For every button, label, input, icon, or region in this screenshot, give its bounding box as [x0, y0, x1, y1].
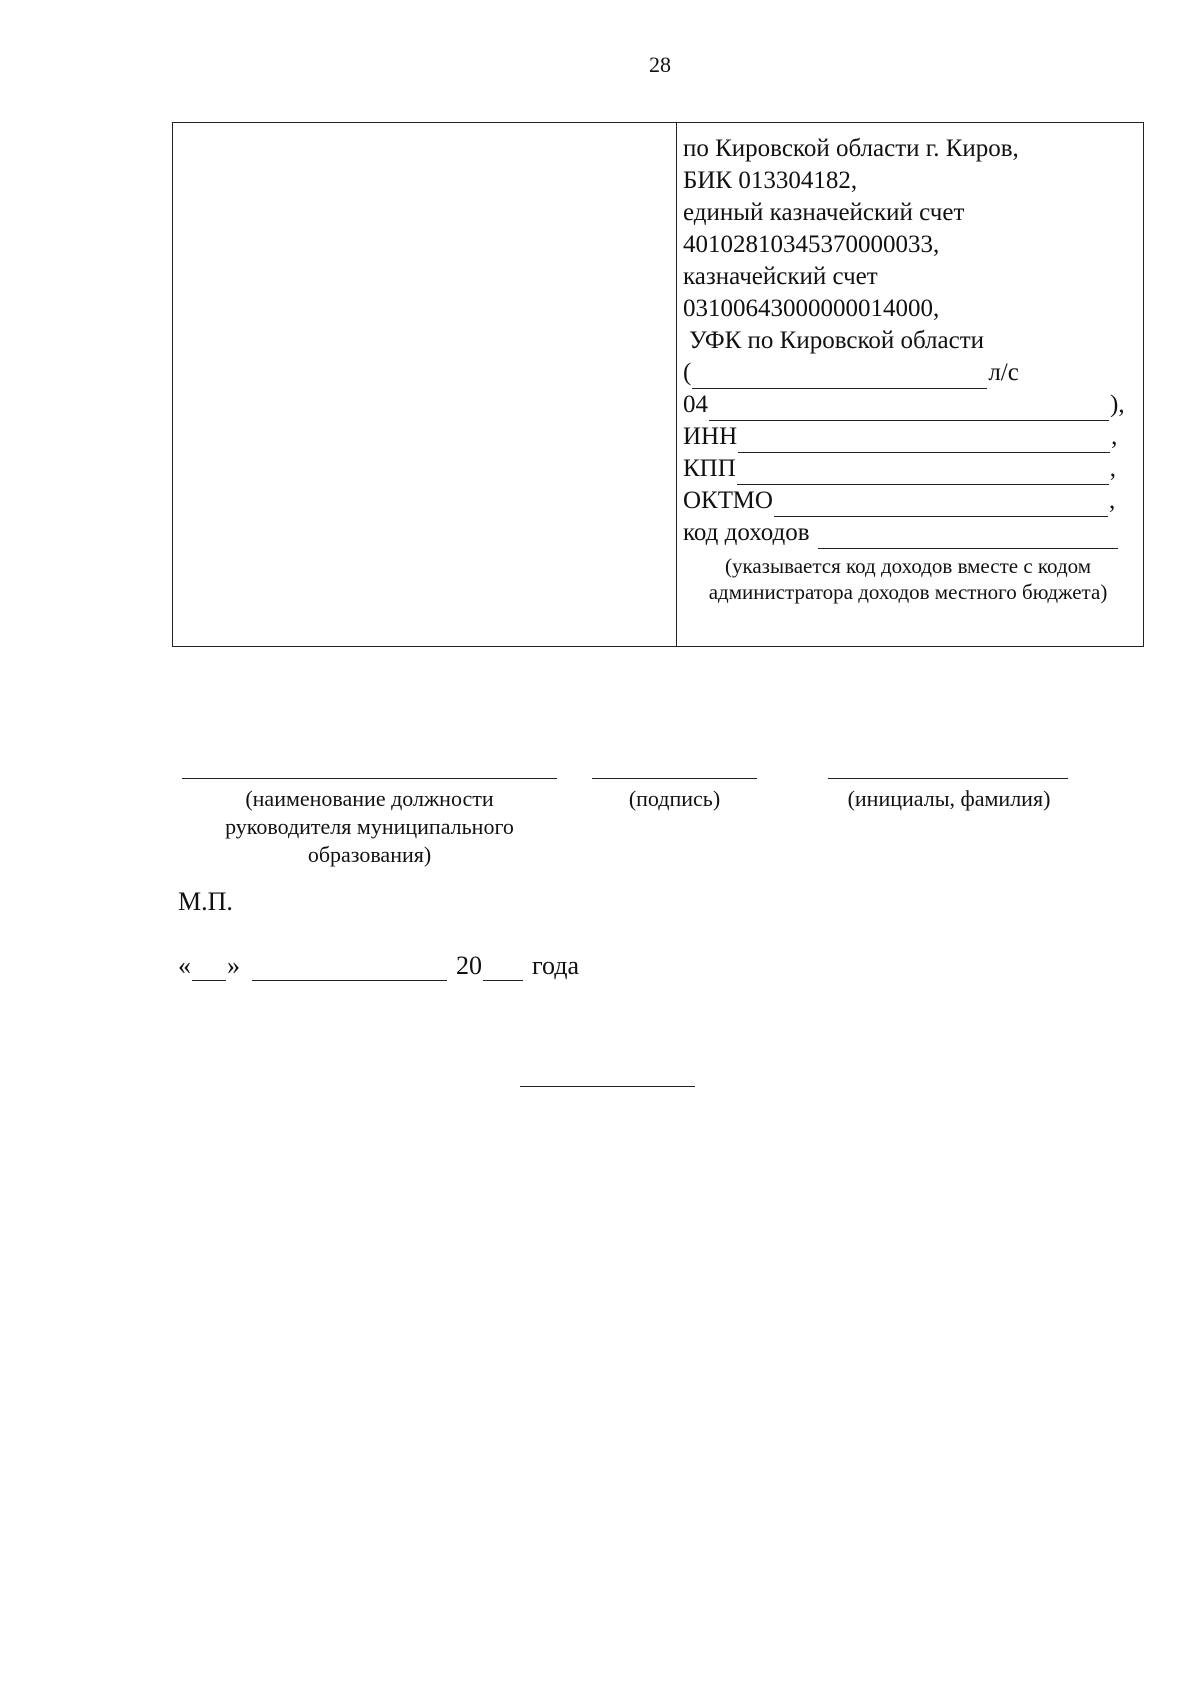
- bank-line-treasury-account-label: казначейский счет: [683, 263, 878, 290]
- income-code-label: код доходов: [683, 519, 810, 546]
- end-of-document-rule: [520, 1086, 695, 1087]
- kpp-comma: ,: [1109, 455, 1117, 482]
- kpp-blank[interactable]: [737, 460, 1109, 485]
- bank-line-single-account-label: единый казначейский счет: [683, 199, 965, 226]
- date-open-quote: «: [178, 951, 191, 980]
- inn-row: [683, 421, 1133, 453]
- personal-account-row: [683, 357, 1133, 389]
- bank-details-table: [172, 122, 1144, 647]
- table-column-divider: [676, 123, 677, 646]
- account-number-row: [683, 389, 1133, 421]
- oktmo-label: ОКТМО: [683, 487, 773, 514]
- kpp-label: КПП: [683, 455, 736, 482]
- date-close-quote: »: [227, 951, 240, 980]
- oktmo-blank[interactable]: [774, 492, 1108, 517]
- income-code-row: [683, 517, 1133, 549]
- month-blank[interactable]: [252, 956, 447, 981]
- bank-line-treasury-account-number: 03100643000000014000,: [683, 295, 940, 322]
- date-row: [178, 951, 579, 981]
- year-blank[interactable]: [483, 956, 523, 981]
- table-left-cell: [173, 123, 676, 646]
- inn-comma: ,: [1111, 423, 1118, 450]
- recipient-name-blank[interactable]: [692, 364, 987, 389]
- income-code-note: (указывается код доходов вместе с кодом администратора доходов местного бюджета): [708, 554, 1108, 604]
- position-signature-line[interactable]: [182, 778, 557, 779]
- bank-line-single-account-number: 40102810345370000033,: [683, 231, 940, 258]
- oktmo-comma: ,: [1108, 487, 1116, 514]
- personal-account-label: л/с: [988, 359, 1019, 386]
- day-blank[interactable]: [192, 956, 226, 981]
- inn-blank[interactable]: [738, 428, 1110, 453]
- bank-line-region: по Кировской области г. Киров,: [683, 135, 1019, 162]
- bank-line-bik: БИК 013304182,: [683, 167, 858, 194]
- year-prefix: 20: [456, 951, 482, 980]
- oktmo-row: [683, 485, 1133, 517]
- name-signature-line[interactable]: [828, 778, 1068, 779]
- signature-caption: (подпись): [628, 786, 721, 811]
- account-number-blank[interactable]: [709, 396, 1109, 421]
- income-code-blank[interactable]: [818, 524, 1118, 549]
- page-number: 28: [649, 52, 671, 77]
- account-close: ),: [1110, 391, 1125, 418]
- account-prefix: 04: [683, 391, 708, 418]
- open-paren: (: [683, 359, 692, 386]
- bank-line-ufk: УФК по Кировской области: [689, 327, 985, 354]
- position-caption: (наименование должности руководителя муниципального образования): [225, 786, 514, 867]
- year-suffix: года: [532, 951, 580, 980]
- signature-line[interactable]: [592, 778, 757, 779]
- stamp-label: М.П.: [178, 887, 233, 916]
- inn-label: ИНН: [683, 423, 738, 450]
- name-caption: (инициалы, фамилия): [847, 786, 1051, 811]
- table-right-cell: [683, 133, 1133, 605]
- kpp-row: [683, 453, 1133, 485]
